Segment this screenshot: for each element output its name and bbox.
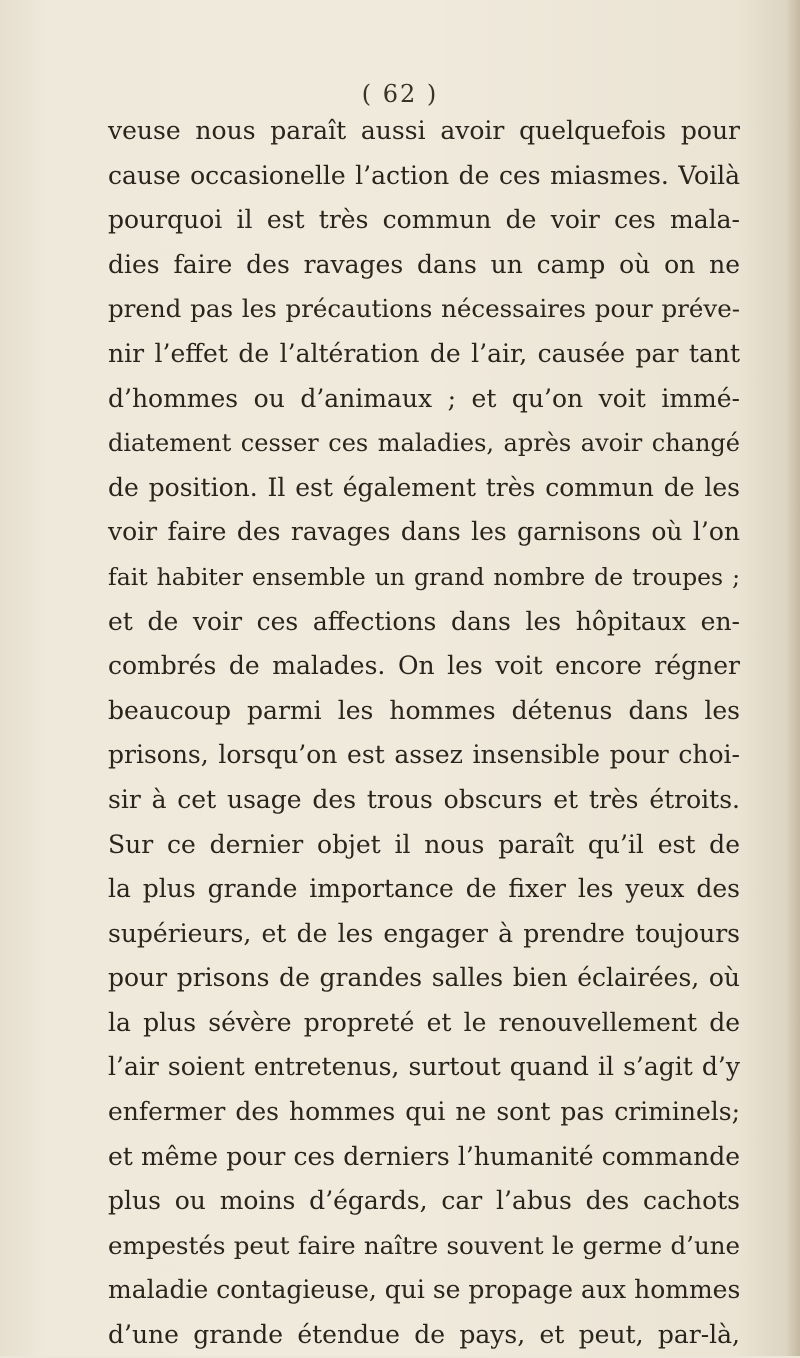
text-line: sir à cet usage des trous obscurs et très étroits. <box>108 784 740 814</box>
text-line: combrés de malades. On les voit encore régner <box>108 651 740 681</box>
text-line: maladie contagieuse, qui se propage aux hommes <box>108 1275 741 1305</box>
text-line: enfermer des hommes qui ne sont pas criminels; <box>108 1097 740 1127</box>
page-number: ( 62 ) <box>361 80 439 108</box>
text-line: beaucoup parmi les hommes détenus dans les <box>108 695 740 725</box>
text-line: et de voir ces affections dans les hôpitaux en- <box>108 606 740 636</box>
body-text <box>108 109 740 1358</box>
text-line: voir faire des ravages dans les garnisons où l’on <box>108 517 740 547</box>
text-line: cause occasionelle l’action de ces miasmes. Voilà <box>108 160 740 190</box>
text-line: Sur ce dernier objet il nous paraît qu’il est de <box>108 829 740 859</box>
page-edge-shadow <box>786 0 800 1356</box>
text-line: prend pas les précautions nécessaires pour préve- <box>108 294 740 324</box>
text-line: d’hommes ou d’animaux ; et qu’on voit immé- <box>108 383 740 413</box>
text-line: diatement cesser ces maladies, après avoir changé <box>108 429 740 458</box>
text-line: la plus grande importance de fixer les yeux des <box>108 874 740 904</box>
text-line: empestés peut faire naître souvent le germe d’une <box>108 1230 740 1260</box>
text-line: pourquoi il est très commun de voir ces mala- <box>108 205 740 235</box>
text-line: l’air soient entretenus, surtout quand il s’agit d’y <box>108 1052 740 1082</box>
text-line: et même pour ces derniers l’humanité commande <box>108 1141 740 1171</box>
text-line: nir l’effet de l’altération de l’air, causée par tant <box>108 338 740 368</box>
text-line: de position. Il est également très commun de les <box>108 472 740 502</box>
text-line: prisons, lorsqu’on est assez insensible pour choi- <box>108 740 740 770</box>
text-line: pour prisons de grandes salles bien éclairées, où <box>108 963 740 993</box>
text-line: d’une grande étendue de pays, et peut, par-là, <box>108 1320 740 1350</box>
text-line: la plus sévère propreté et le renouvellement de <box>108 1007 740 1037</box>
text-line: dies faire des ravages dans un camp où on ne <box>108 249 740 279</box>
text-line: veuse nous paraît aussi avoir quelquefois pour <box>108 116 740 145</box>
text-line: plus ou moins d’égards, car l’abus des cachots <box>108 1186 740 1216</box>
text-line: fait habiter ensemble un grand nombre de troupes ; <box>108 562 740 591</box>
text-line: supérieurs, et de les engager à prendre toujours <box>108 918 740 948</box>
